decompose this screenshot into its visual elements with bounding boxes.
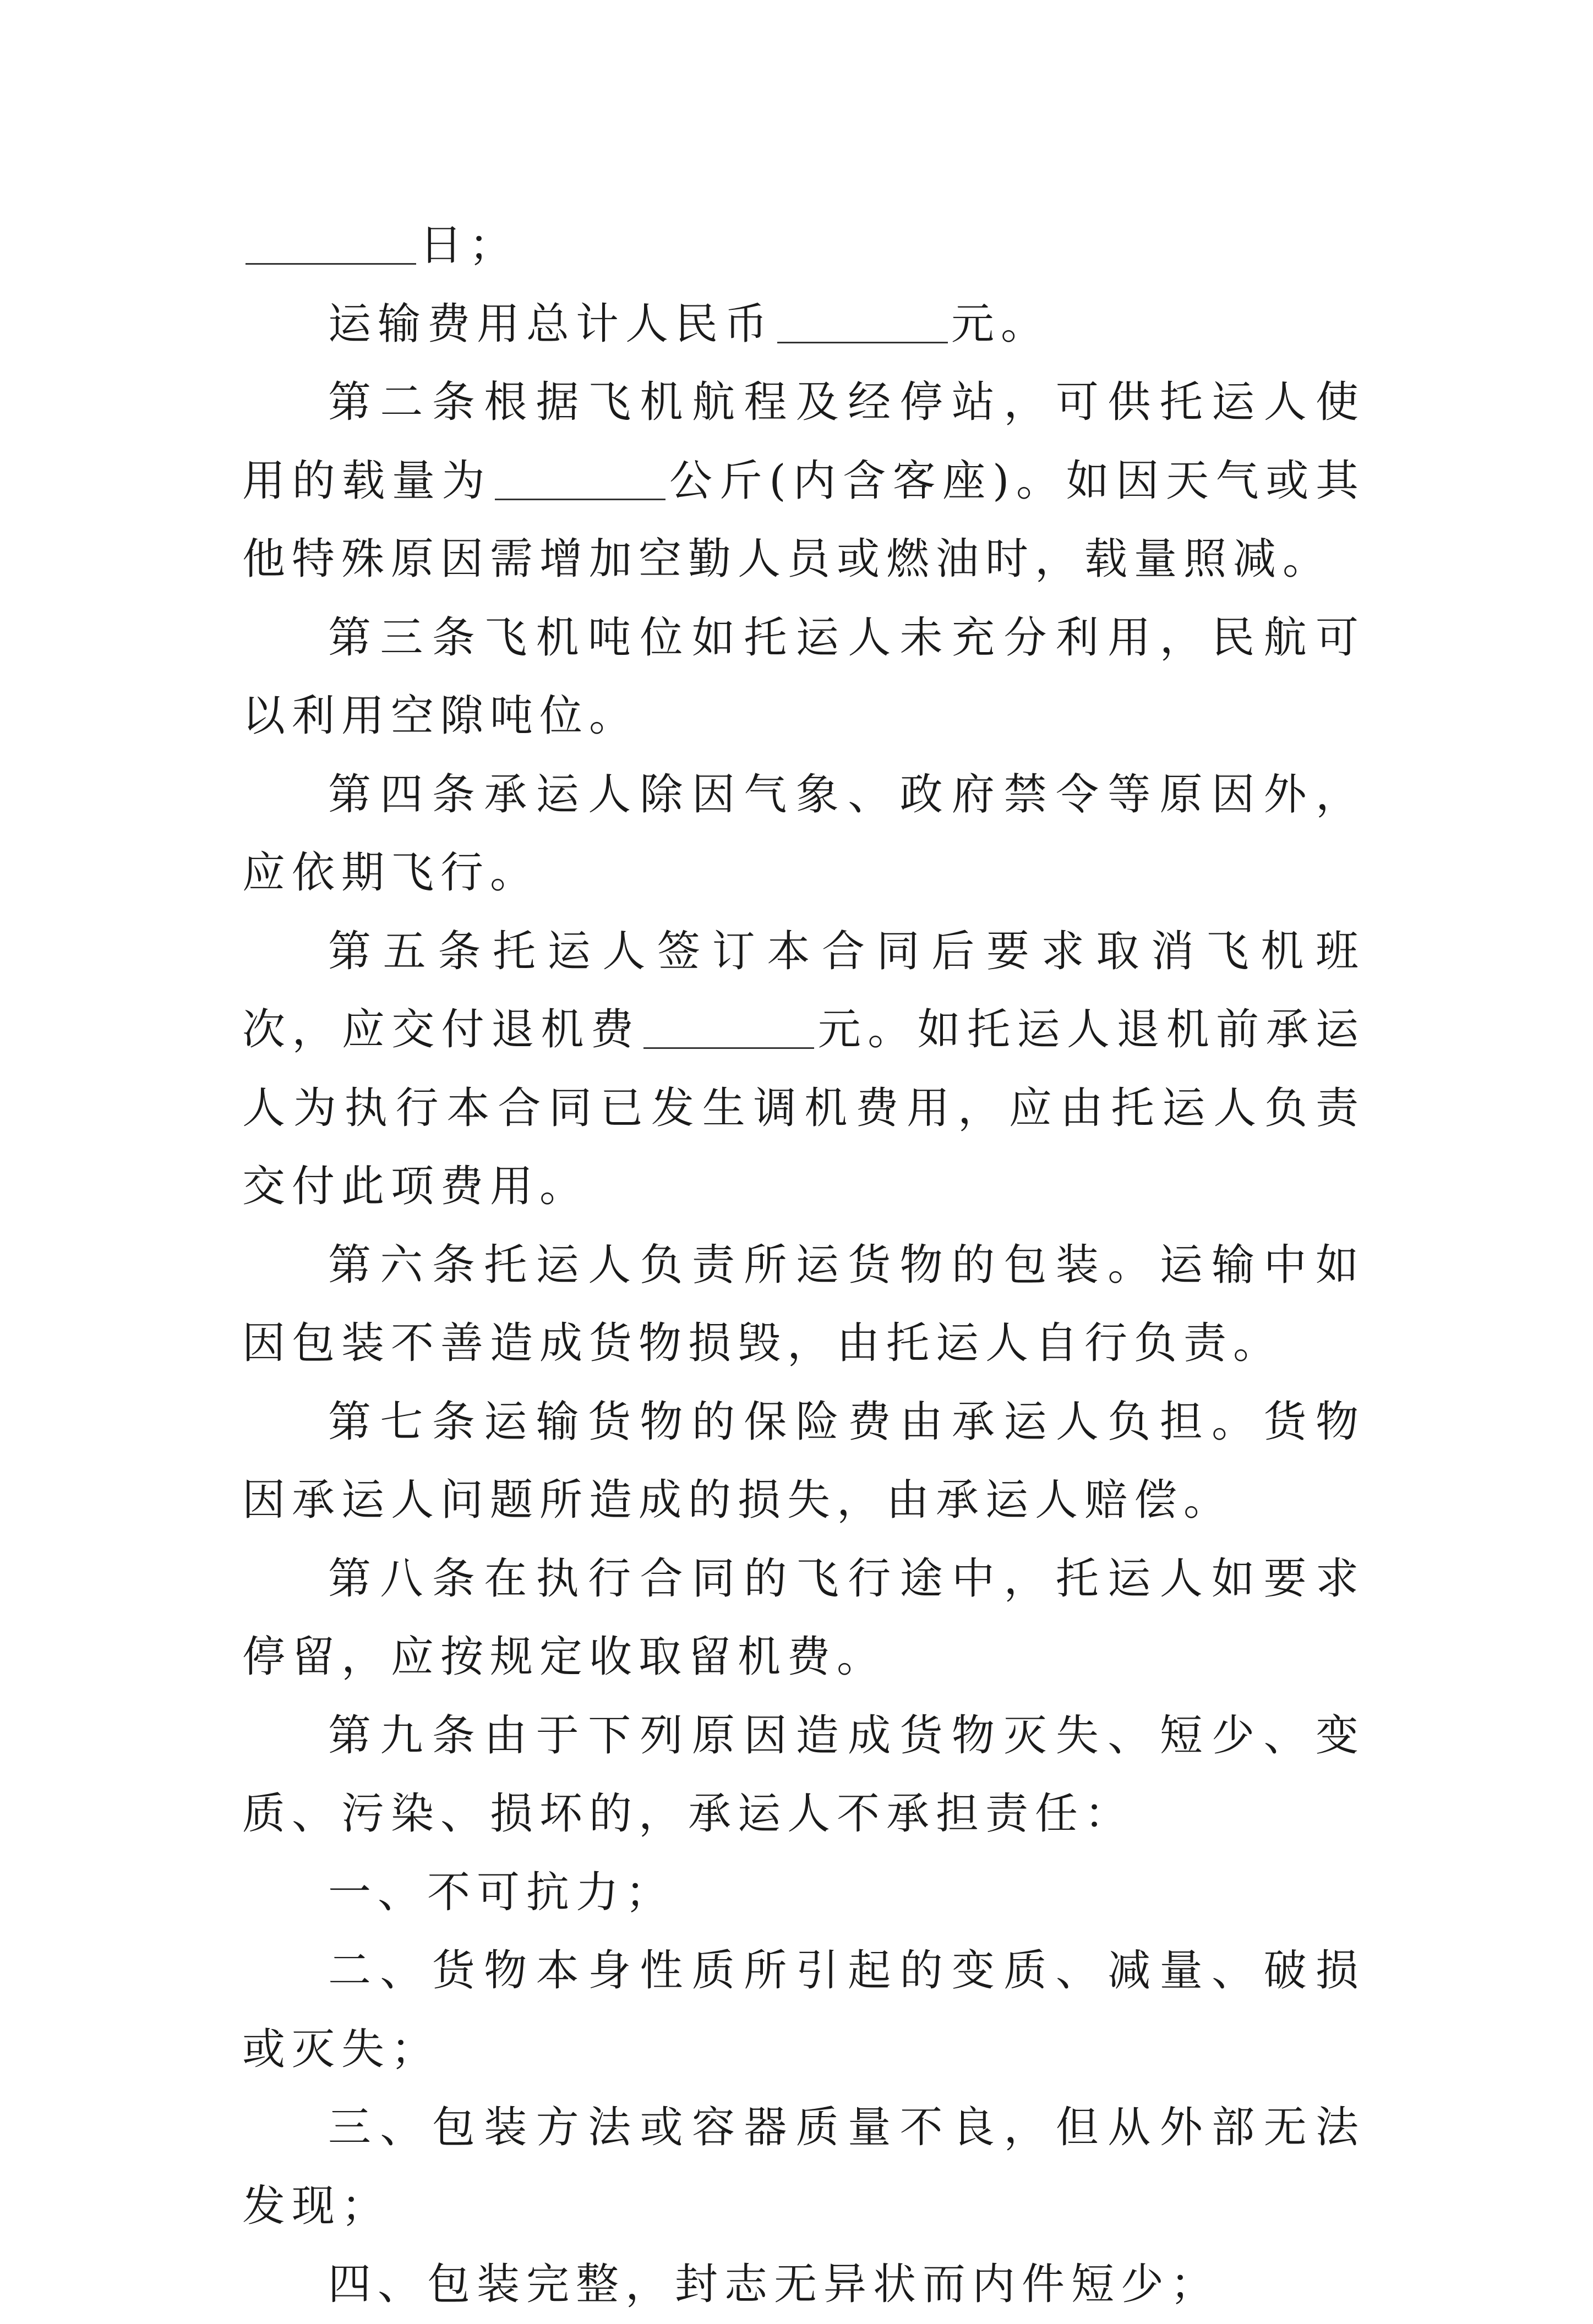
paragraph-text: 第四条承运人除因气象、政府禁令等原因外，应依期飞行。 (242, 769, 1365, 898)
paragraph-text: 第二条根据飞机航程及经停站，可供托运人使用的载量为 (242, 378, 1365, 506)
article-4 (242, 756, 1365, 912)
article-3 (242, 599, 1365, 756)
article-9 (242, 1697, 1365, 1853)
fill-in-blank[interactable] (246, 225, 416, 265)
paragraph-text: 第六条托运人负责所运货物的包装。运输中如因包装不善造成货物损毁，由托运人自行负责。 (242, 1240, 1365, 1368)
list-item-3 (242, 2088, 1365, 2245)
paragraph-text: 第八条在执行合同的飞行途中，托运人如要求停留，应按规定收取留机费。 (242, 1554, 1365, 1682)
paragraph-text: 元。如托运人退机前承运人为执行本合同已发生调机费用，应由托运人负责交付此项费用。 (242, 1005, 1365, 1211)
article-2 (242, 363, 1365, 599)
article-7 (242, 1383, 1365, 1540)
article-8 (242, 1540, 1365, 1697)
fill-in-blank[interactable] (643, 1009, 814, 1049)
paragraph-text: 一、不可抗力； (328, 1867, 675, 1917)
paragraph-text: 第三条飞机吨位如托运人未充分利用，民航可以利用空隙吨位。 (242, 613, 1365, 741)
paragraph-text: 第九条由于下列原因造成货物灭失、短少、变质、污染、损坏的，承运人不承担责任： (242, 1710, 1365, 1839)
paragraph-text: 三、包装方法或容器质量不良，但从外部无法发现； (242, 2103, 1365, 2231)
paragraph-text: 第七条运输货物的保险费由承运人负担。货物因承运人问题所造成的损失，由承运人赔偿。 (242, 1397, 1365, 1525)
paragraph-text: 四、包装完整，封志无异状而内件短少； (328, 2260, 1220, 2309)
article-5 (242, 912, 1365, 1226)
fill-in-blank[interactable] (777, 303, 948, 343)
paragraph-text: 第五条托运人签订本合同后要求取消飞机班次，应交付退机费 (242, 926, 1365, 1054)
contract-body (242, 206, 1365, 2324)
paragraph-text: 二、货物本身性质所引起的变质、减量、破损或灭失； (242, 1946, 1365, 2074)
paragraph-total-fee (242, 285, 1365, 364)
paragraph-text: 运输费用总计人民币 (328, 299, 774, 349)
fill-in-blank[interactable] (495, 460, 665, 500)
paragraph-text: 公斤(内含客座)。如因天气或其他特殊原因需增加空勤人员或燃油时，载量照减。 (242, 456, 1365, 584)
list-item-2 (242, 1932, 1365, 2088)
paragraph-text: 日； (419, 221, 519, 270)
paragraph-date-end (242, 206, 1365, 285)
paragraph-text: 元。 (951, 299, 1051, 349)
article-6 (242, 1226, 1365, 1383)
list-item-4 (242, 2245, 1365, 2324)
list-item-1 (242, 1853, 1365, 1932)
